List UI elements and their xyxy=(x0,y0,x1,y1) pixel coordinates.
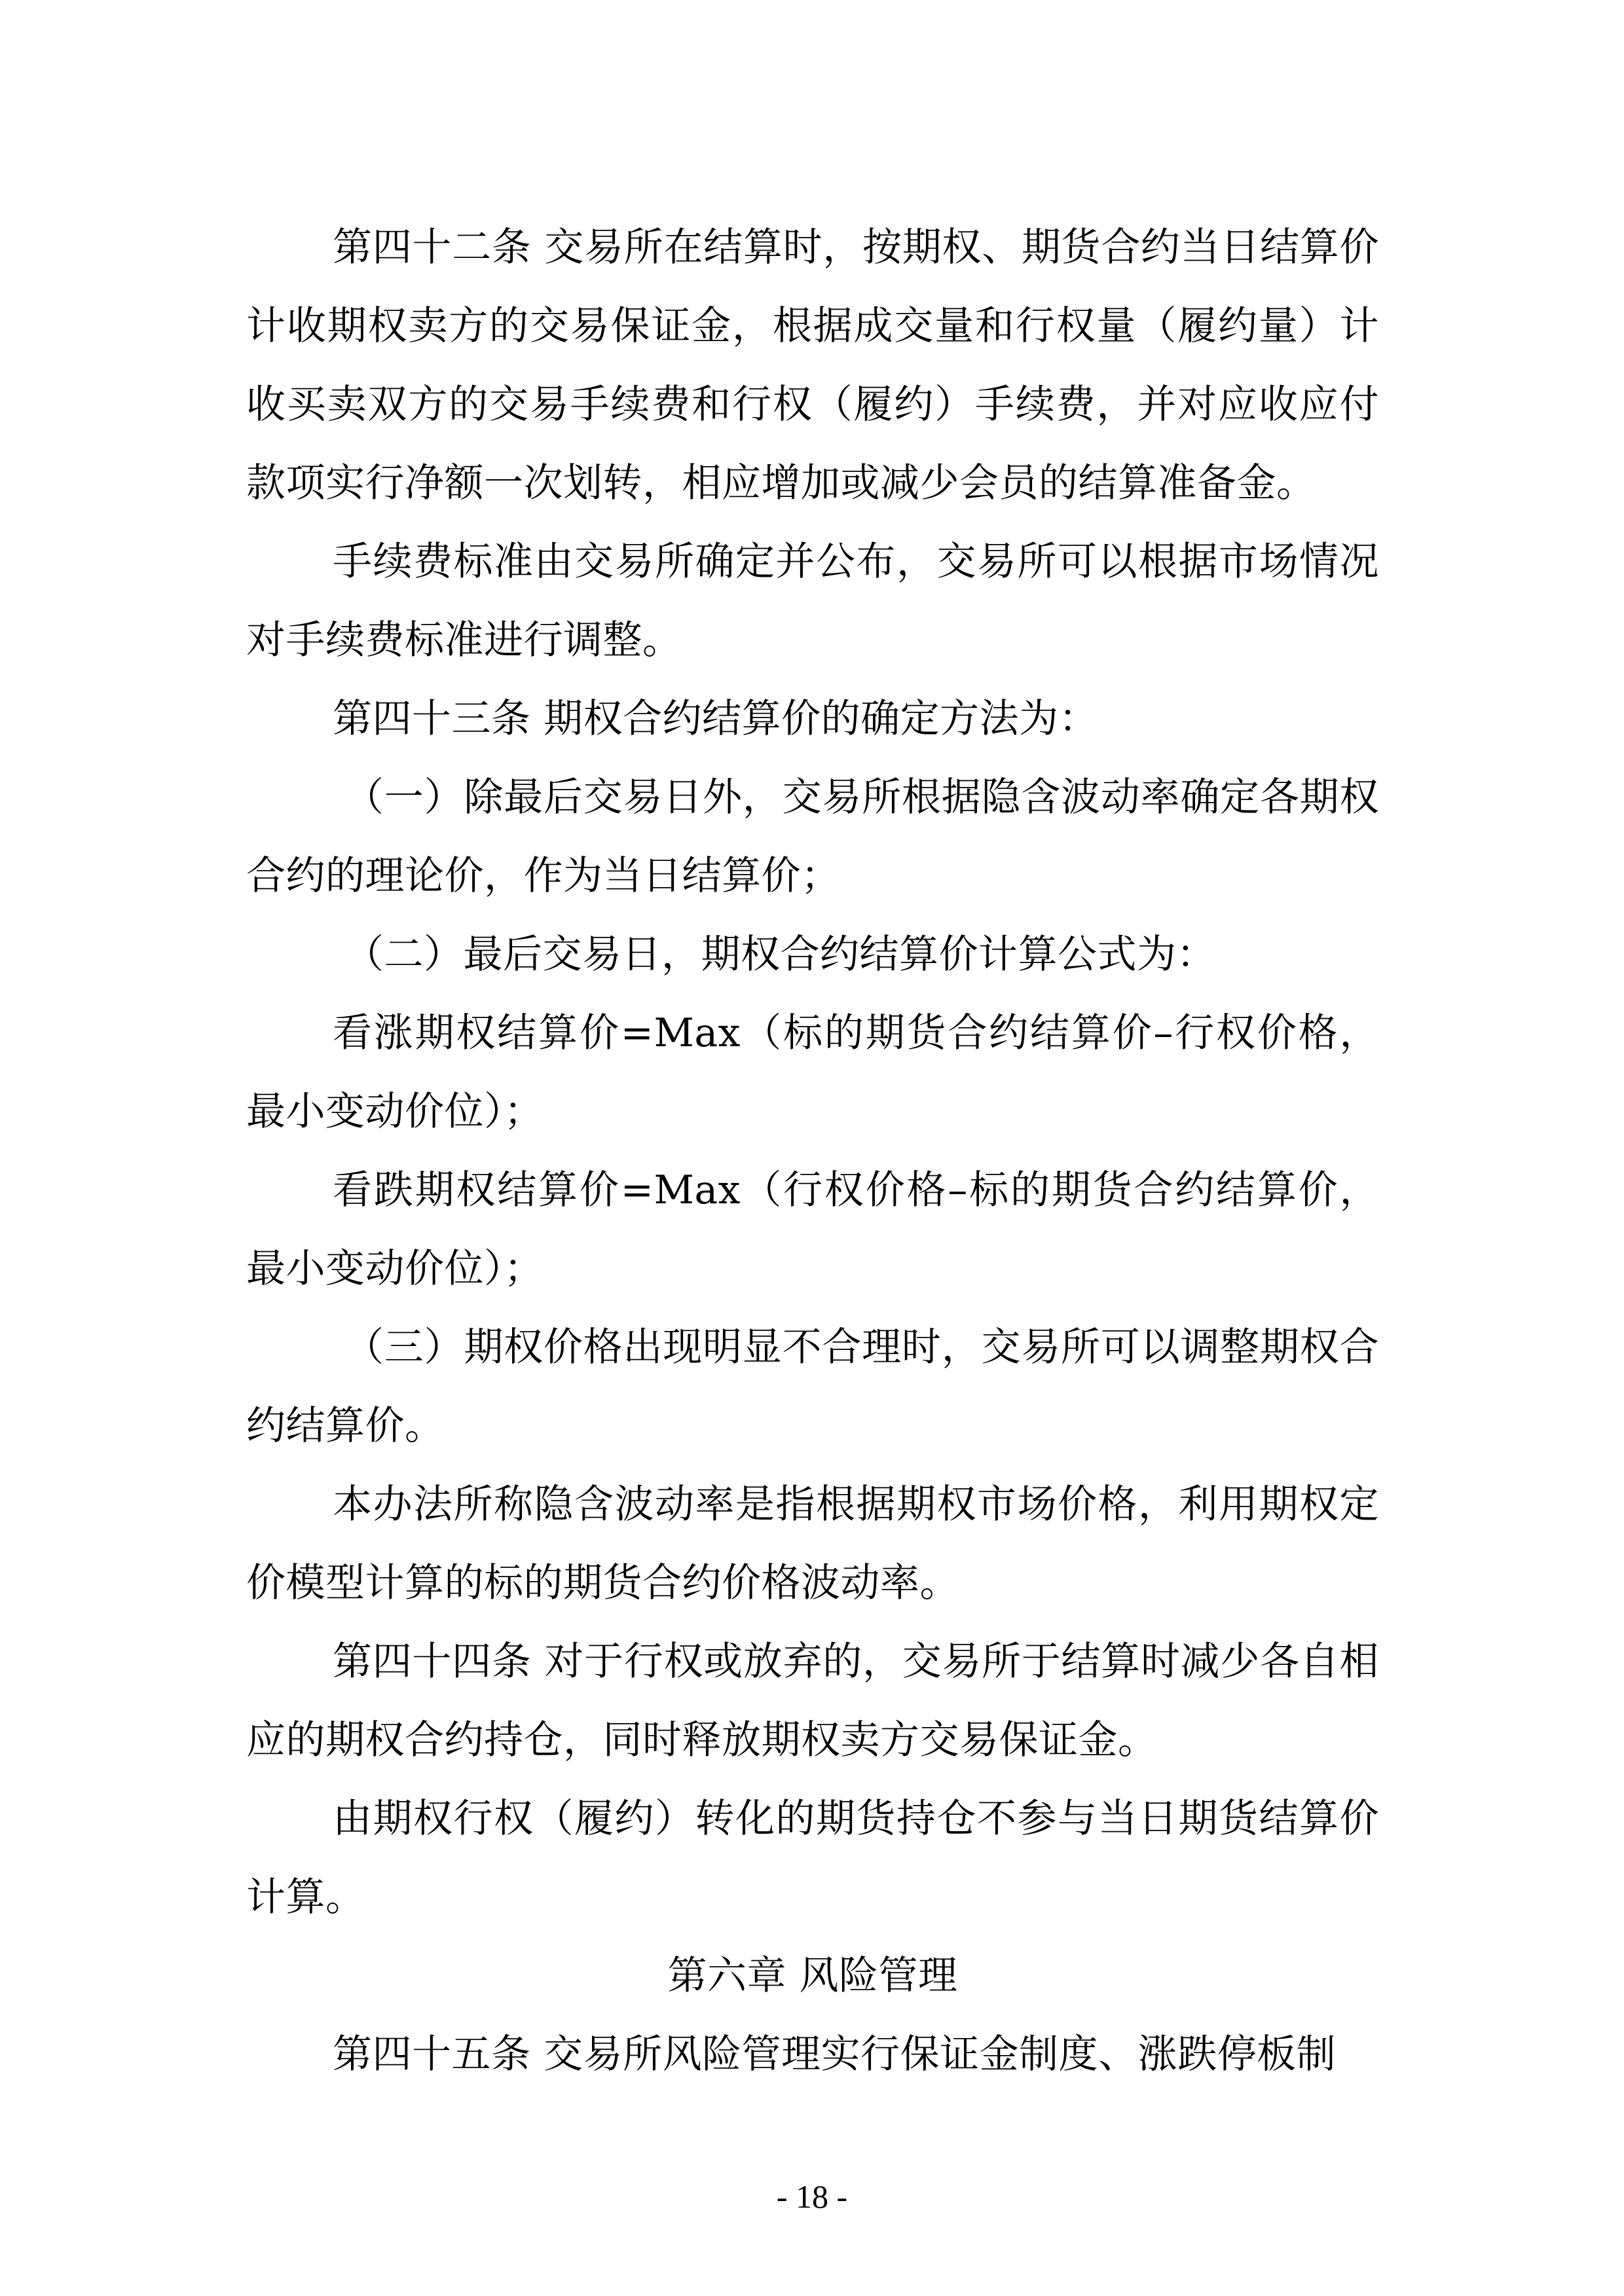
article-42-paragraph: 第四十二条 交易所在结算时，按期权、期货合约当日结算价计收期权卖方的交易保证金，根据成交量和行权量（履约量）计收买卖双方的交易手续费和行权（履约）手续费，并对应收应付款项实行净额一次划转，相应增加或减少会员的结算准备金。 xyxy=(246,225,1379,506)
article-44-paragraph: 第四十四条 对于行权或放弃的，交易所于结算时减少各自相应的期权合约持仓，同时释放期权卖方交易保证金。 xyxy=(246,1639,1379,1763)
exercise-position-paragraph: 由期权行权（履约）转化的期货持仓不参与当日期货结算价计算。 xyxy=(246,1796,1379,1920)
put-formula-paragraph: 看跌期权结算价=Max（行权价格–标的期货合约结算价，最小变动价位）； xyxy=(246,1167,1379,1292)
implied-volatility-paragraph: 本办法所称隐含波动率是指根据期权市场价格，利用期权定价模型计算的标的期货合约价格波动率。 xyxy=(246,1482,1379,1606)
article-43-paragraph: 第四十三条 期权合约结算价的确定方法为： xyxy=(333,696,1099,742)
document-body xyxy=(246,208,1379,2094)
call-formula-paragraph: 看涨期权结算价=Max（标的期货合约结算价–行权价格，最小变动价位）； xyxy=(246,1010,1379,1135)
page-number: - 18 - xyxy=(776,2178,848,2215)
article-45-paragraph: 第四十五条 交易所风险管理实行保证金制度、涨跌停板制 xyxy=(333,2032,1337,2077)
item-1-paragraph: （一）除最后交易日外，交易所根据隐含波动率确定各期权合约的理论价，作为当日结算价； xyxy=(246,774,1379,899)
chapter-heading: 第六章 风险管理 xyxy=(667,1953,958,1999)
fee-standard-paragraph: 手续费标准由交易所确定并公布，交易所可以根据市场情况对手续费标准进行调整。 xyxy=(246,539,1379,663)
item-3-paragraph: （三）期权价格出现明显不合理时，交易所可以调整期权合约结算价。 xyxy=(246,1324,1379,1449)
item-2-paragraph: （二）最后交易日，期权合约结算价计算公式为： xyxy=(344,932,1216,977)
